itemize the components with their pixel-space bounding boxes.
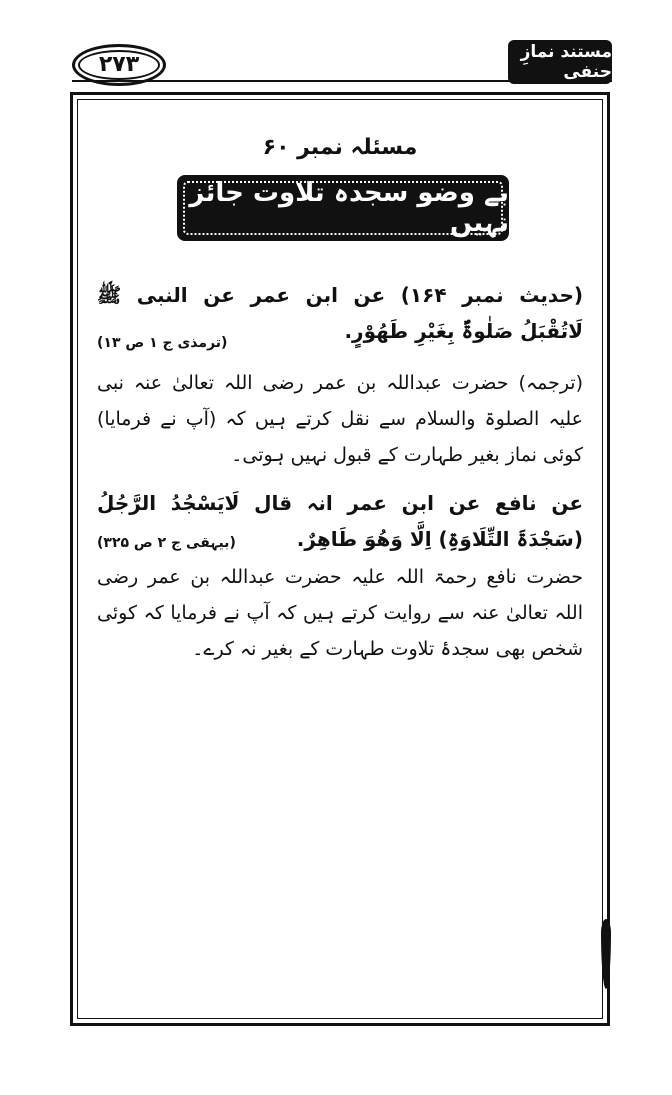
page-number: ۲۷۳ xyxy=(72,44,166,86)
content-frame xyxy=(70,92,610,1026)
hadith-1-reference: (ترمذی ج ۱ ص ۱۳) xyxy=(97,335,228,351)
hadith-2-translation: حضرت نافع رحمۃ اللہ علیہ حضرت عبداللہ بن عمر رضی اللہ تعالیٰ عنہ سے روایت کرتے ہیں کہ آپ نے فرمایا کہ کوئی شخص بھی سجدۂ تلاوت طہارت کے بغیر نہ کرے۔ xyxy=(97,566,583,660)
margin-ink-mark xyxy=(601,919,611,989)
book-title-tab: مستند نمازِ حنفی xyxy=(508,40,612,84)
hadith-1-translation: (ترجمہ) حضرت عبداللہ بن عمر رضی اللہ تعالیٰ عنہ نبی علیہ الصلوۃ والسلام سے نقل کرتے ہیں کہ (آپ نے فرمایا) کوئی نماز بغیر طہارت کے قبول نہیں ہوتی۔ xyxy=(97,372,583,466)
hadith-2-reference: (بیہقی ج ۲ ص ۳۲۵) xyxy=(97,535,236,551)
chapter-title: بے وضو سجدہ تلاوت جائز نہیں xyxy=(189,178,509,238)
header-rule xyxy=(72,80,612,82)
hadith-2-arabic: عن نافع عن ابن عمر انہ قال لَایَسْجُدُ الرَّجُلُ (سَجْدَۃَ التِّلَاوَۃِ) اِلَّا وَھُوَ طَاھِرٌ. xyxy=(97,491,583,551)
title-banner xyxy=(177,175,509,241)
hadith-1-arabic: (حدیث نمبر ۱۶۴) عن ابن عمر عن النبی ﷺ لَاتُقْبَلُ صَلٰوۃٌ بِغَیْرِ طَھُوْرٍ. xyxy=(97,283,583,343)
masala-number: مسئلہ نمبر ۶۰ xyxy=(262,135,418,160)
